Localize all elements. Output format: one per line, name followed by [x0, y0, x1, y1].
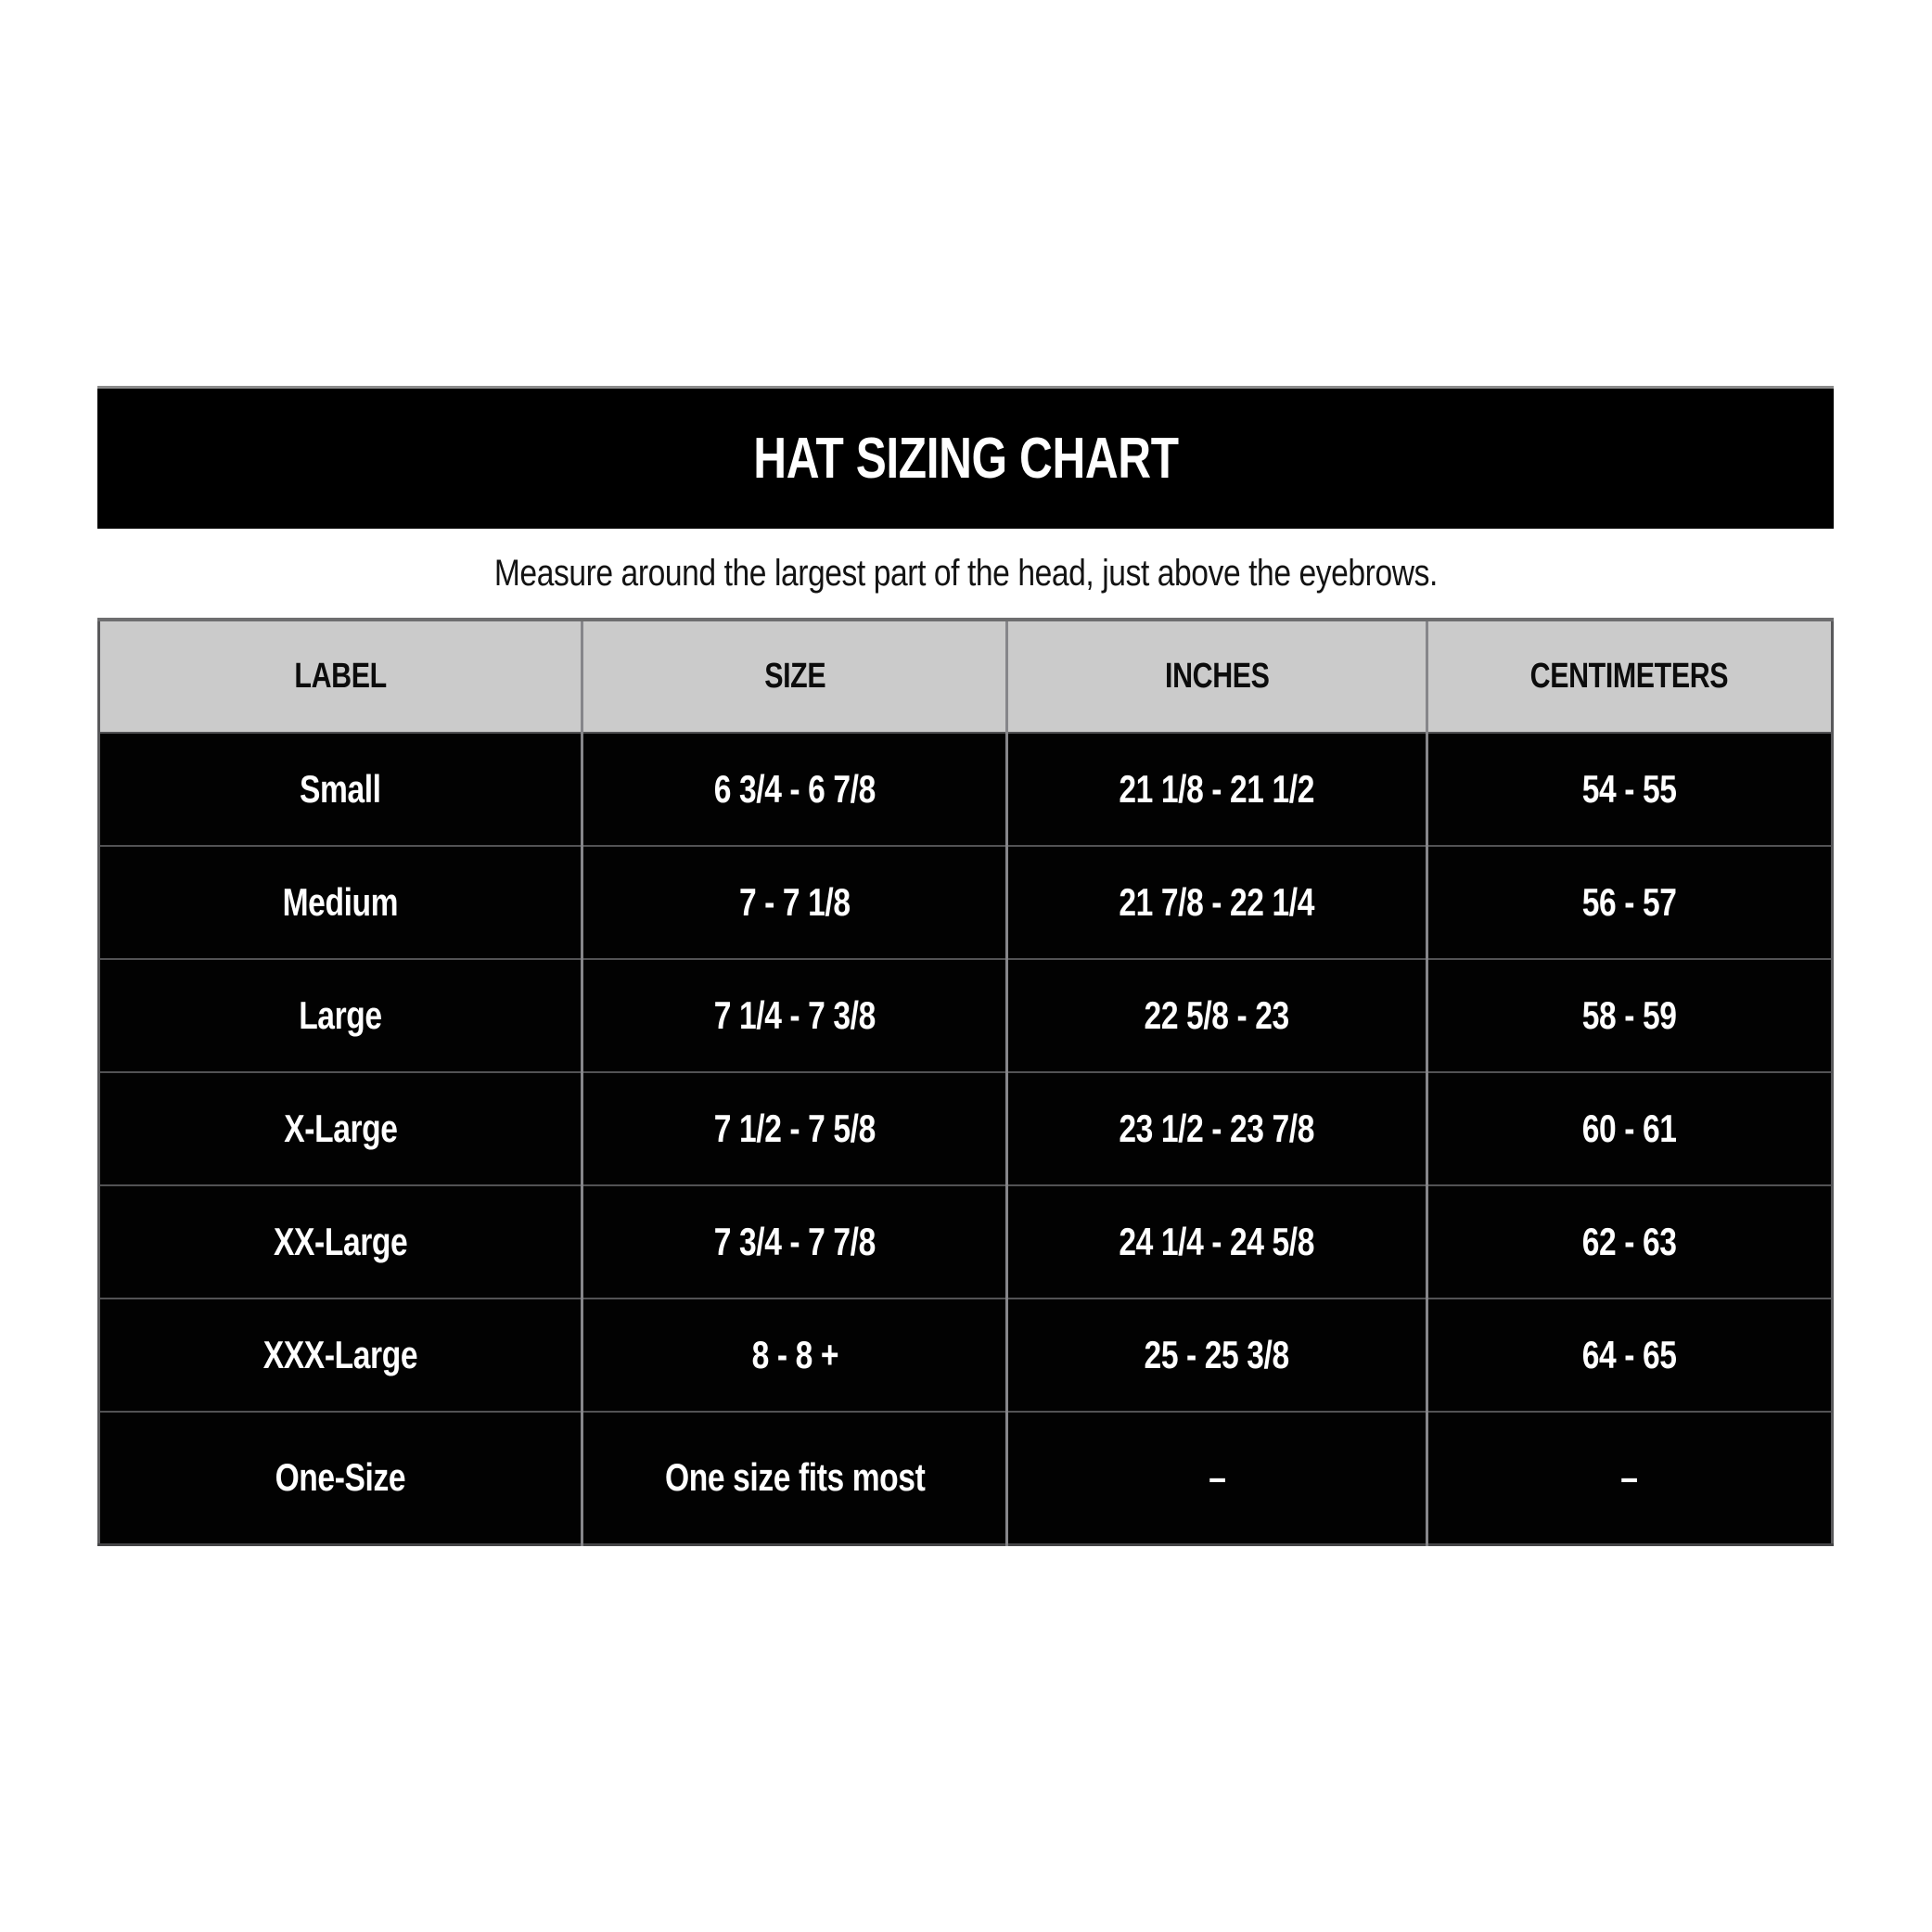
cell-size-text: 7 - 7 1/8	[739, 880, 851, 924]
cell-label	[99, 1412, 582, 1544]
cell-size-text: 8 - 8 +	[751, 1333, 838, 1376]
cell-size-text: 7 1/4 - 7 3/8	[713, 993, 876, 1037]
cell-label-text: One-Size	[275, 1455, 406, 1500]
column-header-centimeters	[1427, 620, 1832, 733]
cell-centimeters-text: 58 - 59	[1581, 993, 1677, 1037]
measure-instruction-text: Measure around the largest part of the head, just above the eyebrows.	[493, 552, 1438, 594]
cell-centimeters-text: 54 - 55	[1581, 767, 1677, 811]
cell-centimeters-text: –	[1620, 1455, 1638, 1500]
cell-label	[99, 1072, 582, 1185]
table-row	[99, 1072, 1833, 1185]
sizing-table	[97, 618, 1834, 1546]
column-header-inches-text: INCHES	[1164, 657, 1270, 696]
cell-label-text: Medium	[282, 880, 399, 924]
cell-label-text: XXX-Large	[263, 1333, 418, 1376]
cell-size-text: 7 3/4 - 7 7/8	[713, 1220, 876, 1263]
cell-centimeters	[1427, 1185, 1832, 1299]
measure-instruction	[404, 553, 1528, 595]
cell-inches-text: –	[1208, 1455, 1226, 1500]
cell-centimeters	[1427, 846, 1832, 959]
cell-inches	[1007, 733, 1427, 846]
cell-label-text: Small	[300, 767, 382, 811]
cell-size	[582, 1072, 1007, 1185]
table-body	[99, 733, 1833, 1544]
cell-centimeters	[1427, 733, 1832, 846]
title-banner	[97, 386, 1834, 529]
cell-inches	[1007, 846, 1427, 959]
cell-centimeters	[1427, 1072, 1832, 1185]
instruction-row	[97, 529, 1834, 618]
cell-size-text: One size fits most	[664, 1455, 926, 1500]
cell-label	[99, 1185, 582, 1299]
cell-inches	[1007, 1072, 1427, 1185]
table-header	[99, 620, 1833, 733]
cell-size	[582, 846, 1007, 959]
cell-centimeters	[1427, 959, 1832, 1072]
column-header-size	[582, 620, 1007, 733]
cell-inches-text: 21 1/8 - 21 1/2	[1119, 767, 1315, 811]
table-row	[99, 733, 1833, 846]
column-header-label	[99, 620, 582, 733]
table-row	[99, 959, 1833, 1072]
cell-size	[582, 1299, 1007, 1412]
cell-size	[582, 959, 1007, 1072]
column-header-label-text: LABEL	[294, 657, 387, 696]
table-row	[99, 1299, 1833, 1412]
cell-inches-text: 24 1/4 - 24 5/8	[1119, 1220, 1315, 1263]
cell-centimeters	[1427, 1412, 1832, 1544]
header-row	[99, 620, 1833, 733]
column-header-size-text: SIZE	[763, 657, 825, 696]
cell-inches-text: 25 - 25 3/8	[1144, 1333, 1290, 1376]
cell-label	[99, 733, 582, 846]
table-row	[99, 1412, 1833, 1544]
column-header-centimeters-text: CENTIMETERS	[1530, 657, 1729, 696]
cell-label	[99, 846, 582, 959]
cell-inches-text: 22 5/8 - 23	[1144, 993, 1290, 1037]
cell-centimeters-text: 62 - 63	[1581, 1220, 1677, 1263]
cell-size-text: 7 1/2 - 7 5/8	[713, 1107, 876, 1150]
table-row	[99, 846, 1833, 959]
chart-title-text: HAT SIZING CHART	[752, 426, 1179, 491]
cell-centimeters-text: 56 - 57	[1581, 880, 1677, 924]
cell-inches-text: 21 7/8 - 22 1/4	[1119, 880, 1315, 924]
cell-inches-text: 23 1/2 - 23 7/8	[1119, 1107, 1315, 1150]
cell-size-text: 6 3/4 - 6 7/8	[713, 767, 876, 811]
cell-size	[582, 1185, 1007, 1299]
cell-label-text: Large	[299, 993, 382, 1037]
cell-size	[582, 733, 1007, 846]
cell-label	[99, 1299, 582, 1412]
cell-inches	[1007, 1299, 1427, 1412]
cell-centimeters	[1427, 1299, 1832, 1412]
cell-size	[582, 1412, 1007, 1544]
cell-label-text: XX-Large	[274, 1220, 408, 1263]
cell-inches	[1007, 1412, 1427, 1544]
cell-label	[99, 959, 582, 1072]
cell-label-text: X-Large	[284, 1107, 398, 1150]
column-header-inches	[1007, 620, 1427, 733]
table-row	[99, 1185, 1833, 1299]
cell-inches	[1007, 1185, 1427, 1299]
cell-inches	[1007, 959, 1427, 1072]
cell-centimeters-text: 64 - 65	[1581, 1333, 1677, 1376]
chart-title	[700, 426, 1232, 491]
cell-centimeters-text: 60 - 61	[1581, 1107, 1677, 1150]
